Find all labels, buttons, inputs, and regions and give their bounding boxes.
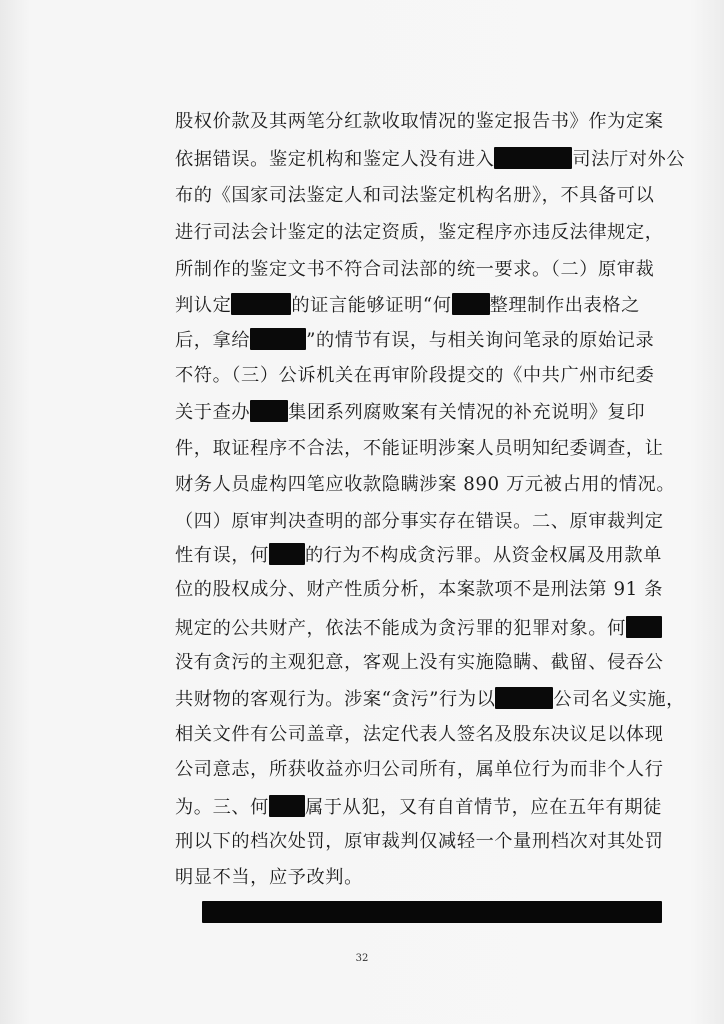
text-line: 相关文件有公司盖章，法定代表人签名及股东决议足以体现 bbox=[175, 724, 664, 745]
text-line: 依据错误。鉴定机构和鉴定人没有进入 司法厅对外公 bbox=[175, 149, 686, 170]
text-line: （四）原审判决查明的部分事实存在错误。二、原审裁判定 bbox=[175, 511, 664, 532]
redaction-block bbox=[269, 795, 305, 817]
text-line: 位的股权成分、财产性质分析，本案款项不是刑法第 91 条 bbox=[175, 579, 664, 600]
redaction-block bbox=[231, 293, 291, 315]
page-number: 32 bbox=[355, 953, 369, 964]
text-line: 财务人员虚构四笔应收款隐瞒涉案 890 万元被占用的情况。 bbox=[175, 474, 676, 495]
text-line: 刑以下的档次处罚，原审裁判仅减轻一个量刑档次对其处罚 bbox=[175, 831, 664, 852]
text-line: 没有贪污的主观犯意，客观上没有实施隐瞒、截留、侵吞公 bbox=[175, 652, 664, 673]
text-line: 共财物的客观行为。涉案“贪污”行为以 公司名义实施， bbox=[175, 689, 685, 710]
text-line: 性有误，何 的行为不构成贪污罪。从资金权属及用款单 bbox=[175, 545, 662, 566]
text-line: 不符。（三）公诉机关在再审阶段提交的《中共广州市纪委 bbox=[175, 365, 655, 386]
redaction-block bbox=[495, 687, 553, 709]
redaction-block bbox=[452, 293, 490, 315]
redaction-block bbox=[626, 616, 662, 638]
text-line: 判认定 的证言能够证明“何 整理制作出表格之 bbox=[175, 295, 640, 316]
redaction-block bbox=[494, 147, 572, 169]
redaction-block bbox=[250, 400, 288, 422]
redaction-block bbox=[250, 328, 306, 350]
redaction-bar bbox=[202, 901, 662, 923]
text-line: 规定的公共财产，依法不能成为贪污罪的犯罪对象。何 bbox=[175, 616, 662, 640]
text-line: 件，取证程序不合法，不能证明涉案人员明知纪委调查，让 bbox=[175, 438, 664, 459]
text-line: 布的《国家司法鉴定人和司法鉴定机构名册》，不具备可以 bbox=[175, 185, 655, 206]
redaction-block bbox=[269, 543, 305, 565]
text-line: 明显不当，应予改判。 bbox=[175, 867, 363, 888]
text-line: 为。三、何 属于从犯，又有自首情节，应在五年有期徒 bbox=[175, 797, 662, 818]
text-line: 进行司法会计鉴定的法定资质，鉴定程序亦违反法律规定， bbox=[175, 222, 664, 243]
text-line: 后，拿给 ”的情节有误，与相关询问笔录的原始记录 bbox=[175, 330, 655, 351]
text-line: 关于查办 集团系列腐败案有关情况的补充说明》复印 bbox=[175, 402, 646, 423]
text-line: 公司意志，所获收益亦归公司所有，属单位行为而非个人行 bbox=[175, 759, 664, 780]
text-line: 所制作的鉴定文书不符合司法部的统一要求。（二）原审裁 bbox=[175, 259, 655, 280]
text-line: 股权价款及其两笔分红款收取情况的鉴定报告书》作为定案 bbox=[175, 111, 664, 132]
